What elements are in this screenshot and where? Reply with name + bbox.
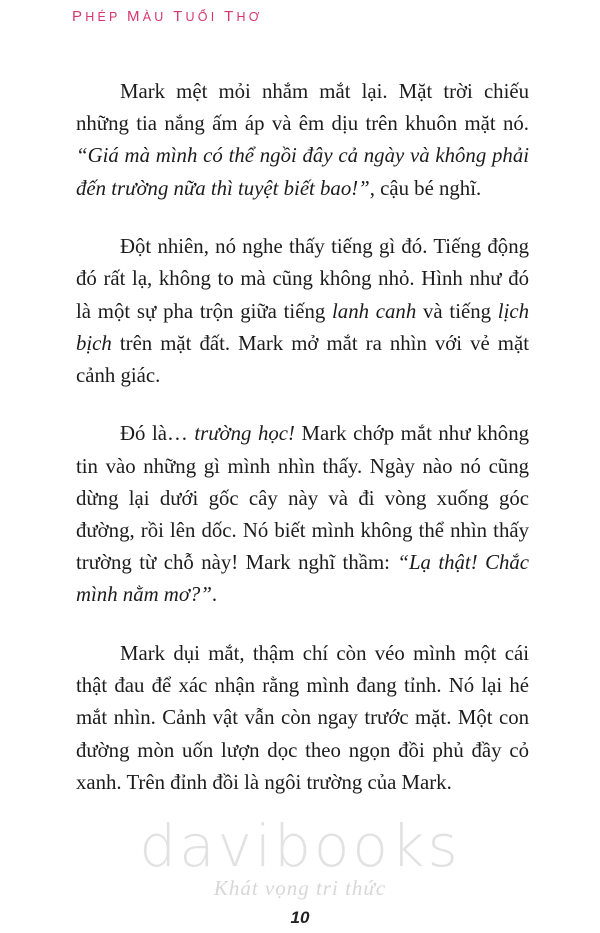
text-run: Đó là… xyxy=(120,422,195,446)
text-run: Mark chớp mắt như không tin vào những gì mình nhìn thấy. Ngày nào nó cũng dừng lại dưới gốc cây này và đi vòng xuống góc đường, rồi lên dốc. Nó biết mình không thể nhìn thấy trường từ chỗ này! Mark nghĩ thầm: xyxy=(76,422,530,575)
paragraph xyxy=(76,76,529,205)
watermark-tagline: Khát vọng tri thức xyxy=(213,876,387,900)
text-run: và tiếng xyxy=(416,299,498,323)
running-header xyxy=(72,8,263,25)
italic-text: trường học! xyxy=(194,422,295,446)
text-run: Mark dụi mắt, thậm chí còn véo mình một cái thật đau để xác nhận rằng mình đang tỉnh. Nó lại hé mắt nhìn. Cảnh vật vẫn còn ngay trước mặt. Một con đường mòn uốn lượn dọc theo ngọn đồi phủ đầy cỏ xanh. Trên đỉnh đồi là ngôi trường của Mark. xyxy=(76,641,529,794)
body-text xyxy=(76,76,529,825)
italic-text: “Giá mà mình có thể ngồi đây cả ngày và không phải đến trường nữa thì tuyệt biết bao!” xyxy=(76,144,529,200)
watermark-logo: davibooks xyxy=(139,812,461,880)
page-number: 10 xyxy=(290,908,310,927)
italic-text: lanh canh xyxy=(332,299,417,323)
text-run: , cậu bé nghĩ. xyxy=(369,176,482,200)
paragraph xyxy=(76,231,529,392)
italic-text: lịch bịch xyxy=(76,299,529,355)
paragraph xyxy=(76,418,529,611)
paragraph xyxy=(76,638,529,799)
text-run: trên mặt đất. Mark mở mắt ra nhìn với vẻ mặt cảnh giác. xyxy=(76,331,529,387)
text-run: Mark mệt mỏi nhắm mắt lại. Mặt trời chiếu những tia nắng ấm áp và êm dịu trên khuôn mặt nó. xyxy=(76,80,529,136)
text-run: Đột nhiên, nó nghe thấy tiếng gì đó. Tiếng động đó rất lạ, không to mà cũng không nhỏ. Hình như đó là một sự pha trộn giữa tiếng xyxy=(76,235,529,323)
running-title: PHÉP MÀU TUỔI THƠ xyxy=(72,8,263,25)
italic-text: “Lạ thật! Chắc mình nằm mơ?” xyxy=(76,551,529,607)
text-run: . xyxy=(211,583,218,607)
